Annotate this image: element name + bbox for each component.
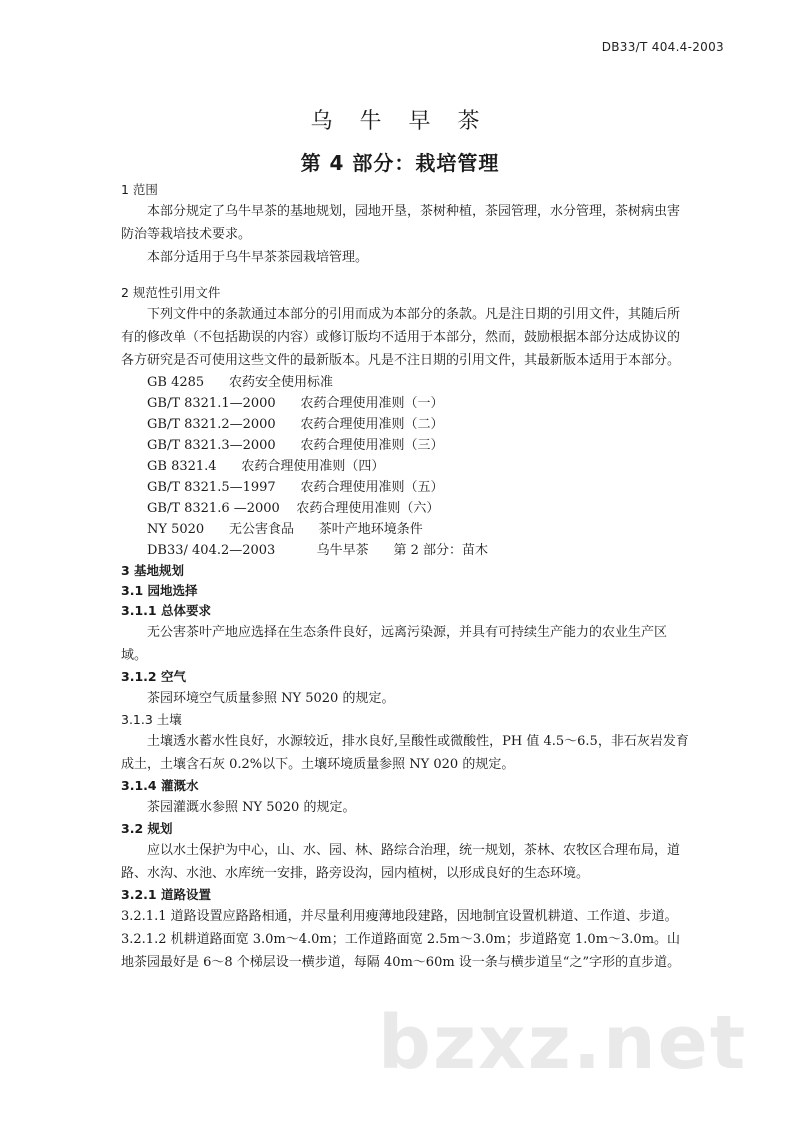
reference-item: NY 5020 无公害食品 茶叶产地环境条件 <box>147 522 423 537</box>
section-3-1-4-paragraph: 茶园灌溉水参照 NY 5020 的规定。 <box>147 800 356 815</box>
section-3-1-4-heading: 3.1.4 灌溉水 <box>121 778 199 793</box>
section-3-1-1-paragraph: 无公害茶叶产地应选择在生态条件良好，远离污染源，并具有可持续生产能力的农业生产区域。 <box>121 625 668 663</box>
section-3-2-heading: 3.2 规划 <box>121 821 173 836</box>
reference-item: GB/T 8321.6 —2000 农药合理使用准则（六） <box>147 501 440 516</box>
section-3-2-paragraph: 应以水土保护为中心，山、水、园、林、路综合治理，统一规划，茶林、农牧区合理布局，道路、水沟、水池、水库统一安排，路旁设沟，园内植树，以形成良好的生态环境。 <box>121 843 681 881</box>
reference-item: GB/T 8321.1—2000 农药合理使用准则（一） <box>147 396 444 411</box>
document-code: DB33/T 404.4-2003 <box>601 40 724 54</box>
section-3-1-3-paragraph: 土壤透水蓄水性良好，水源较近，排水良好,呈酸性或微酸性，PH 值 4.5～6.5，非石灰岩发育成土，土壤含石灰 0.2%以下。土壤环境质量参照 NY 020 的规定。 <box>121 734 689 772</box>
section-3-2-1-1-paragraph: 3.2.1.1 道路设置应路路相通，并尽量利用瘦薄地段建路，因地制宜设置机耕道、工作道、步道。 <box>121 909 678 924</box>
document-body <box>121 180 691 974</box>
section-1-paragraph-2: 本部分适用于乌牛早茶茶园栽培管理。 <box>147 250 369 265</box>
document-title: 乌 牛 早 茶 <box>310 109 490 134</box>
section-2-paragraph: 下列文件中的条款通过本部分的引用而成为本部分的条款。凡是注日期的引用文件，其随后所有的修改单（不包括勘误的内容）或修订版均不适用于本部分，然而，鼓励根据本部分达成协议的各方研究是否可使用这些文件的最新版本。凡是不注日期的引用文件，其最新版本适用于本部分。 <box>121 307 681 368</box>
section-3-1-1-heading: 3.1.1 总体要求 <box>121 603 211 618</box>
reference-item: GB/T 8321.3—2000 农药合理使用准则（三） <box>147 438 444 453</box>
section-3-1-heading: 3.1 园地选择 <box>121 583 198 598</box>
section-3-1-3-heading: 3.1.3 土壤 <box>121 712 182 727</box>
section-1-paragraph-1: 本部分规定了乌牛早茶的基地规划，园地开垦，茶树种植，茶园管理，水分管理，茶树病虫害防治等栽培技术要求。 <box>121 204 681 242</box>
section-2-heading: 2 规范性引用文件 <box>121 285 221 300</box>
section-3-heading: 3 基地规划 <box>121 563 185 578</box>
reference-item: DB33/ 404.2—2003 乌牛早茶 第 2 部分：苗木 <box>147 543 488 558</box>
section-3-1-2-paragraph: 茶园环境空气质量参照 NY 5020 的规定。 <box>147 691 395 706</box>
watermark: bzxz.net <box>378 1000 748 1086</box>
document-subtitle: 第 4 部分：栽培管理 <box>300 151 500 175</box>
section-1-heading: 1 范围 <box>121 182 158 197</box>
section-3-2-1-2-paragraph: 3.2.1.2 机耕道路面宽 3.0m～4.0m；工作道路面宽 2.5m～3.0m；步道路宽 1.0m～3.0m。山地茶园最好是 6～8 个梯层设一横步道，每隔 40m～60m 设一条与横步道呈“之”字形的直步道。 <box>121 932 681 970</box>
section-3-1-2-heading: 3.1.2 空气 <box>121 669 186 684</box>
reference-item: GB/T 8321.5—1997 农药合理使用准则（五） <box>147 480 444 495</box>
section-3-2-1-heading: 3.2.1 道路设置 <box>121 887 211 902</box>
reference-item: GB 4285 农药安全使用标准 <box>147 375 333 390</box>
reference-item: GB/T 8321.2—2000 农药合理使用准则（二） <box>147 417 444 432</box>
reference-item: GB 8321.4 农药合理使用准则（四） <box>147 459 385 474</box>
